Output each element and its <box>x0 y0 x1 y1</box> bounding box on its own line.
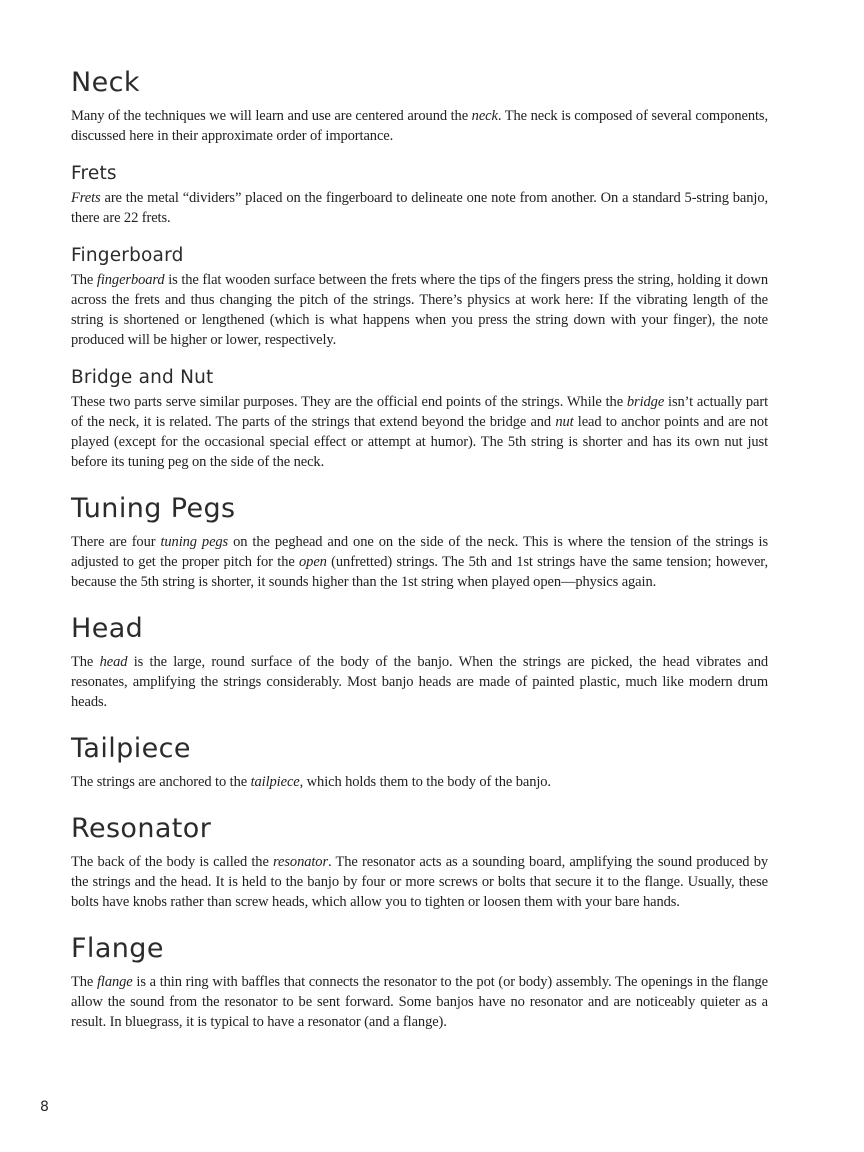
text-run: is the large, round surface of the body of the banjo. When the strings are picked, the head vibrates and resonates, amplifying the strings considerably. Most banjo heads are made of painted plastic, much like modern drum heads. <box>71 654 768 710</box>
text-run: on the peghead and one on the side of the neck. This is where the tension of the strings is adjusted to get the proper pitch for the <box>71 534 768 570</box>
text-run: isn’t actually part of the neck, it is related. The parts of the strings that extend beyond the bridge and <box>71 394 769 430</box>
section-heading-head: Head <box>71 613 144 644</box>
text-run: The <box>71 272 97 288</box>
paragraph <box>71 852 768 912</box>
italic-term: Frets <box>71 190 101 206</box>
italic-term: nut <box>555 414 574 430</box>
text-run: The strings are anchored to the <box>71 774 251 790</box>
section-heading-neck: Neck <box>71 67 140 98</box>
paragraph <box>71 270 768 350</box>
section-heading-tuning-pegs: Tuning Pegs <box>71 493 236 524</box>
text-run: The <box>71 654 100 670</box>
text-run: There are four <box>71 534 161 550</box>
page-number: 8 <box>40 1099 49 1115</box>
text-run: The back of the body is called the <box>71 854 274 870</box>
italic-term: head <box>99 654 128 670</box>
section-heading-fingerboard: Fingerboard <box>71 245 184 266</box>
paragraph <box>71 392 768 472</box>
text-run: These two parts serve similar purposes. They are the official end points of the strings. While the <box>71 394 627 410</box>
italic-term: flange <box>97 974 133 990</box>
text-run: lead to anchor points and are not played (except for the occasional special effect or attempt at humor). The 5th string is shorter and has its own nut just before its tuning peg on the side of the neck. <box>71 414 768 470</box>
italic-term: resonator <box>273 854 328 870</box>
section-heading-flange: Flange <box>71 933 164 964</box>
text-run: is a thin ring with baffles that connects the resonator to the pot (or body) assembly. The openings in the flange allow the sound from the resonator to be sent forward. Some banjos have no resonator and are noticeably quieter as a result. In bluegrass, it is typical to have a resonator (and a flange). <box>71 974 768 1030</box>
text-run: . The neck is composed of several components, discussed here in their approximate order of importance. <box>71 108 769 144</box>
paragraph <box>71 106 768 146</box>
italic-term: tuning pegs <box>160 534 229 550</box>
text-run: is the flat wooden surface between the frets where the tips of the fingers press the string, holding it down across the frets and thus changing the pitch of the strings. There’s physics at work here: If the vibrating length of the string is shortened or lengthened (which is what happens when you press the string down with your finger), the note produced will be higher or lower, respectively. <box>71 272 768 348</box>
text-run: are the metal “dividers” placed on the fingerboard to delineate one note from another. On a standard 5-string banjo, there are 22 frets. <box>71 190 768 226</box>
section-heading-bridge-and-nut: Bridge and Nut <box>71 367 214 388</box>
italic-term: open <box>299 554 327 570</box>
italic-term: bridge <box>626 394 665 410</box>
italic-term: tailpiece <box>250 774 300 790</box>
italic-term: fingerboard <box>96 272 165 288</box>
text-run: . The resonator acts as a sounding board, amplifying the sound produced by the strings and the head. It is held to the banjo by four or more screws or bolts that secure it to the flange. Usually, these bolts have knobs rather than screw heads, which allow you to tighten or loosen them with your bare hands. <box>71 854 768 910</box>
paragraph <box>71 532 768 592</box>
text-run: Many of the techniques we will learn and use are centered around the <box>71 108 472 124</box>
paragraph <box>71 772 768 792</box>
text-run: The <box>71 974 97 990</box>
sections <box>71 66 768 1032</box>
paragraph <box>71 188 768 228</box>
paragraph <box>71 652 768 712</box>
content-column <box>71 66 768 1032</box>
section-heading-frets: Frets <box>71 163 117 184</box>
text-run: , which holds them to the body of the banjo. <box>299 774 551 790</box>
paragraph <box>71 972 768 1032</box>
section-heading-tailpiece: Tailpiece <box>71 733 191 764</box>
text-run: (unfretted) strings. The 5th and 1st strings have the same tension; however, because the 5th string is shorter, it sounds higher than the 1st string when played open—physics again. <box>71 554 768 590</box>
section-heading-resonator: Resonator <box>71 813 212 844</box>
italic-term: neck <box>471 108 498 124</box>
